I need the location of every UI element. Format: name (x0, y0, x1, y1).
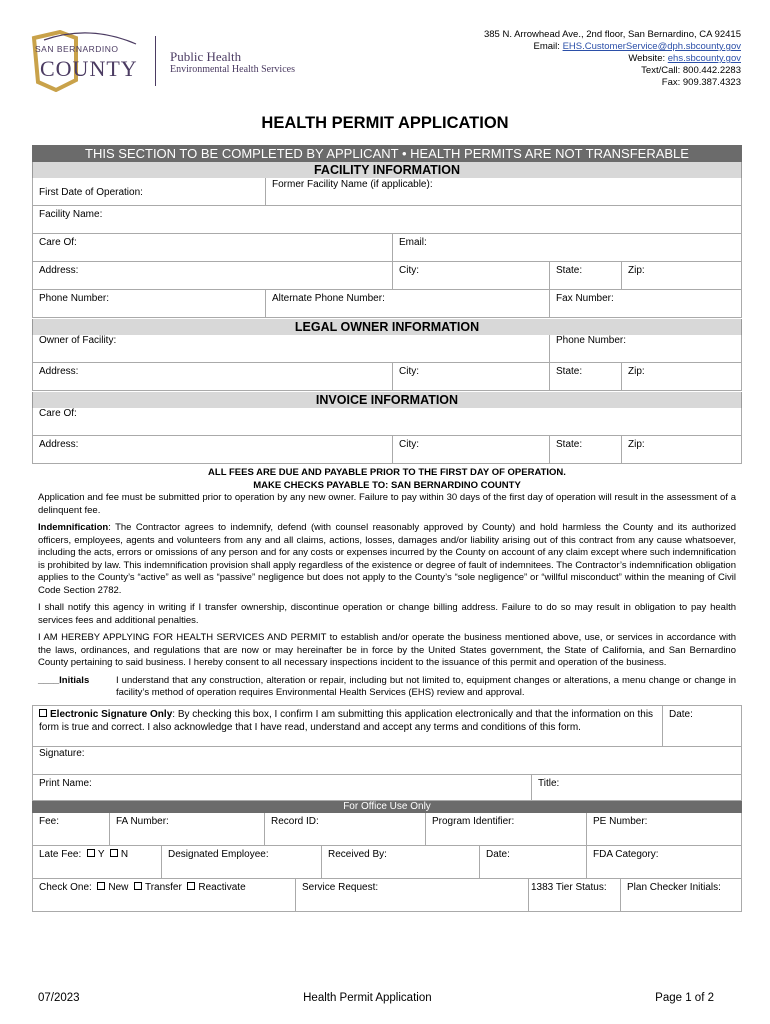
initials-block (38, 675, 736, 700)
owner-city-field[interactable]: City: (392, 363, 549, 390)
facility-row-5 (32, 290, 742, 318)
first-date-field[interactable]: First Date of Operation: (32, 178, 265, 205)
esig-checkbox[interactable] (39, 709, 47, 717)
fees-due-notice: ALL FEES ARE DUE AND PAYABLE PRIOR TO THE FIRST DAY OF OPERATION. (208, 467, 566, 478)
footer-date: 07/2023 (38, 992, 80, 1004)
owner-heading: LEGAL OWNER INFORMATION (32, 319, 742, 335)
application-form (32, 145, 742, 912)
logo-county-text: COUNTY (40, 56, 138, 81)
invoice-city-field[interactable]: City: (392, 436, 549, 463)
invoice-zip-field[interactable]: Zip: (621, 436, 742, 463)
office-use-band: For Office Use Only (32, 801, 742, 813)
owner-zip-field[interactable]: Zip: (621, 363, 742, 390)
facility-alt-phone-field[interactable]: Alternate Phone Number: (265, 290, 549, 317)
facility-heading: FACILITY INFORMATION (32, 162, 742, 178)
facility-address-field[interactable]: Address: (32, 262, 392, 289)
initials-field[interactable]: ____Initials (38, 674, 90, 686)
delinquent-fee-text: Application and fee must be submitted prior to operation by any new owner. Failure to pay within 30 days of the first day of operation will result in the assessment of a delinquent fee. (38, 492, 736, 516)
checks-payable-notice: MAKE CHECKS PAYABLE TO: SAN BERNARDINO COUNTY (253, 479, 521, 491)
indemnification-text: Indemnification: The Contractor agrees to indemnify, defend (with counsel reasonably approved by County) and hold harmless the County and its authorized officers, employees, agents and volunteers from any and all claims, actions, losses, damages and/or liability arising out of this contract from any cause whatsoever, including the acts, errors or omissions of any person and for any costs or expenses incurred by the County on account of any claim except where such indemnification is prohibited by law. This indemnification provision shall apply regardless of the existence or degree of fault of indemnitees. The Contractor’s indemnification obligation applies to the County’s “active” as well as “passive” negligence but does not apply to the County’s “sole negligence” or “willful misconduct” within the meaning of Civil Code Section 2782. (38, 522, 736, 596)
late-fee-field: Late Fee: Y N (32, 846, 161, 878)
facility-care-of-field[interactable]: Care Of: (32, 234, 392, 261)
late-fee-yes-checkbox[interactable] (87, 849, 95, 857)
facility-row-3 (32, 234, 742, 262)
program-identifier-field[interactable]: Program Identifier: (425, 813, 586, 845)
received-by-field[interactable]: Received By: (321, 846, 479, 878)
applicant-band: THIS SECTION TO BE COMPLETED BY APPLICANT • HEALTH PERMITS ARE NOT TRANSFERABLE (32, 145, 742, 162)
facility-row-2 (32, 206, 742, 234)
invoice-care-of-field[interactable]: Care Of: (32, 408, 742, 435)
email-line: Email: EHS.CustomerService@dph.sbcounty.gov (533, 41, 741, 52)
owner-name-field[interactable]: Owner of Facility: (32, 335, 549, 362)
applying-text: I AM HEREBY APPLYING FOR HEALTH SERVICES AND PERMIT to establish and/or operate the business mentioned above, use, or services in accordance with the laws, ordinances, and regulations that are now or may hereinafter be in force by the United States government, the State of California, and San Bernardino County pertaining to said business. I hereby consent to all necessary inspections incident to the issuance of this permit and operation of the business. (38, 632, 736, 668)
county-logo (30, 30, 145, 92)
facility-name-field[interactable]: Facility Name: (32, 206, 742, 233)
facility-email-field[interactable]: Email: (392, 234, 742, 261)
signature-row (32, 747, 742, 775)
terms-section (32, 464, 742, 700)
facility-phone-field[interactable]: Phone Number: (32, 290, 265, 317)
print-name-row (32, 775, 742, 801)
service-request-field[interactable]: Service Request: (295, 879, 528, 911)
owner-phone-field[interactable]: Phone Number: (549, 335, 742, 362)
initials-text: I understand that any construction, alteration or repair, including but not limited to, equipment changes or alterations, a menu change or change in facility’s method of operation requires Environmental Health Services (EHS) review and approval. (116, 674, 736, 698)
dept-name: Public Health (170, 49, 242, 64)
logo-arc-text: SAN BERNARDINO (35, 44, 119, 54)
print-name-field[interactable]: Print Name: (32, 775, 531, 800)
facility-city-field[interactable]: City: (392, 262, 549, 289)
invoice-address-field[interactable]: Address: (32, 436, 392, 463)
tier-status-field[interactable]: 1383 Tier Status: (528, 879, 620, 911)
website-link[interactable]: ehs.sbcounty.gov (667, 53, 741, 64)
esig-date-field[interactable]: Date: (662, 706, 742, 746)
page-title: HEALTH PERMIT APPLICATION (261, 114, 509, 132)
office-date-field[interactable]: Date: (479, 846, 586, 878)
invoice-state-field[interactable]: State: (549, 436, 621, 463)
office-row-1 (32, 813, 742, 846)
owner-address-field[interactable]: Address: (32, 363, 392, 390)
contact-block (484, 29, 741, 89)
facility-row-4 (32, 262, 742, 290)
pe-number-field[interactable]: PE Number: (586, 813, 742, 845)
page-header (0, 0, 770, 110)
owner-row-2 (32, 363, 742, 391)
facility-state-field[interactable]: State: (549, 262, 621, 289)
transfer-checkbox[interactable] (134, 882, 142, 890)
fa-number-field[interactable]: FA Number: (109, 813, 264, 845)
esig-row (32, 705, 742, 747)
record-id-field[interactable]: Record ID: (264, 813, 425, 845)
textcall-line: Text/Call: 800.442.2283 (641, 65, 741, 76)
address-line: 385 N. Arrowhead Ave., 2nd floor, San Bernardino, CA 92415 (483, 29, 741, 40)
invoice-row-1 (32, 408, 742, 436)
late-fee-no-checkbox[interactable] (110, 849, 118, 857)
signature-field[interactable]: Signature: (32, 747, 742, 774)
title-field[interactable]: Title: (531, 775, 742, 800)
email-link[interactable]: EHS.CustomerService@dph.sbcounty.gov (562, 41, 741, 52)
new-checkbox[interactable] (97, 882, 105, 890)
facility-fax-field[interactable]: Fax Number: (549, 290, 742, 317)
notify-agency-text: I shall notify this agency in writing if I transfer ownership, discontinue operation or change billing address. Failure to do so may result in obligation to pay health services fees and additional penalties. (38, 602, 736, 626)
footer-page-number: Page 1 of 2 (655, 992, 714, 1004)
office-row-2 (32, 846, 742, 879)
fda-category-field[interactable]: FDA Category: (586, 846, 742, 878)
website-line: Website: ehs.sbcounty.gov (628, 53, 741, 64)
former-name-field[interactable]: Former Facility Name (if applicable): (265, 178, 742, 205)
check-one-field: Check One: New Transfer Reactivate (32, 879, 295, 911)
designated-employee-field[interactable]: Designated Employee: (161, 846, 321, 878)
plan-checker-field[interactable]: Plan Checker Initials: (620, 879, 742, 911)
dept-subname: Environmental Health Services (170, 64, 295, 75)
page-footer (38, 992, 714, 1004)
fax-line: Fax: 909.387.4323 (661, 77, 741, 88)
facility-row-1 (32, 178, 742, 206)
fee-field[interactable]: Fee: (32, 813, 109, 845)
esig-statement: Electronic Signature Only: By checking this box, I confirm I am submitting this application electronically and that the information on this form is true and correct. I also acknowledge that I have read, understand and accept any terms and conditions of this form. (32, 706, 662, 746)
facility-zip-field[interactable]: Zip: (621, 262, 742, 289)
reactivate-checkbox[interactable] (187, 882, 195, 890)
owner-row-1 (32, 335, 742, 363)
office-row-3 (32, 879, 742, 912)
footer-title: Health Permit Application (303, 992, 432, 1004)
owner-state-field[interactable]: State: (549, 363, 621, 390)
logo-divider (155, 36, 156, 86)
invoice-row-2 (32, 436, 742, 464)
invoice-heading: INVOICE INFORMATION (32, 392, 742, 408)
